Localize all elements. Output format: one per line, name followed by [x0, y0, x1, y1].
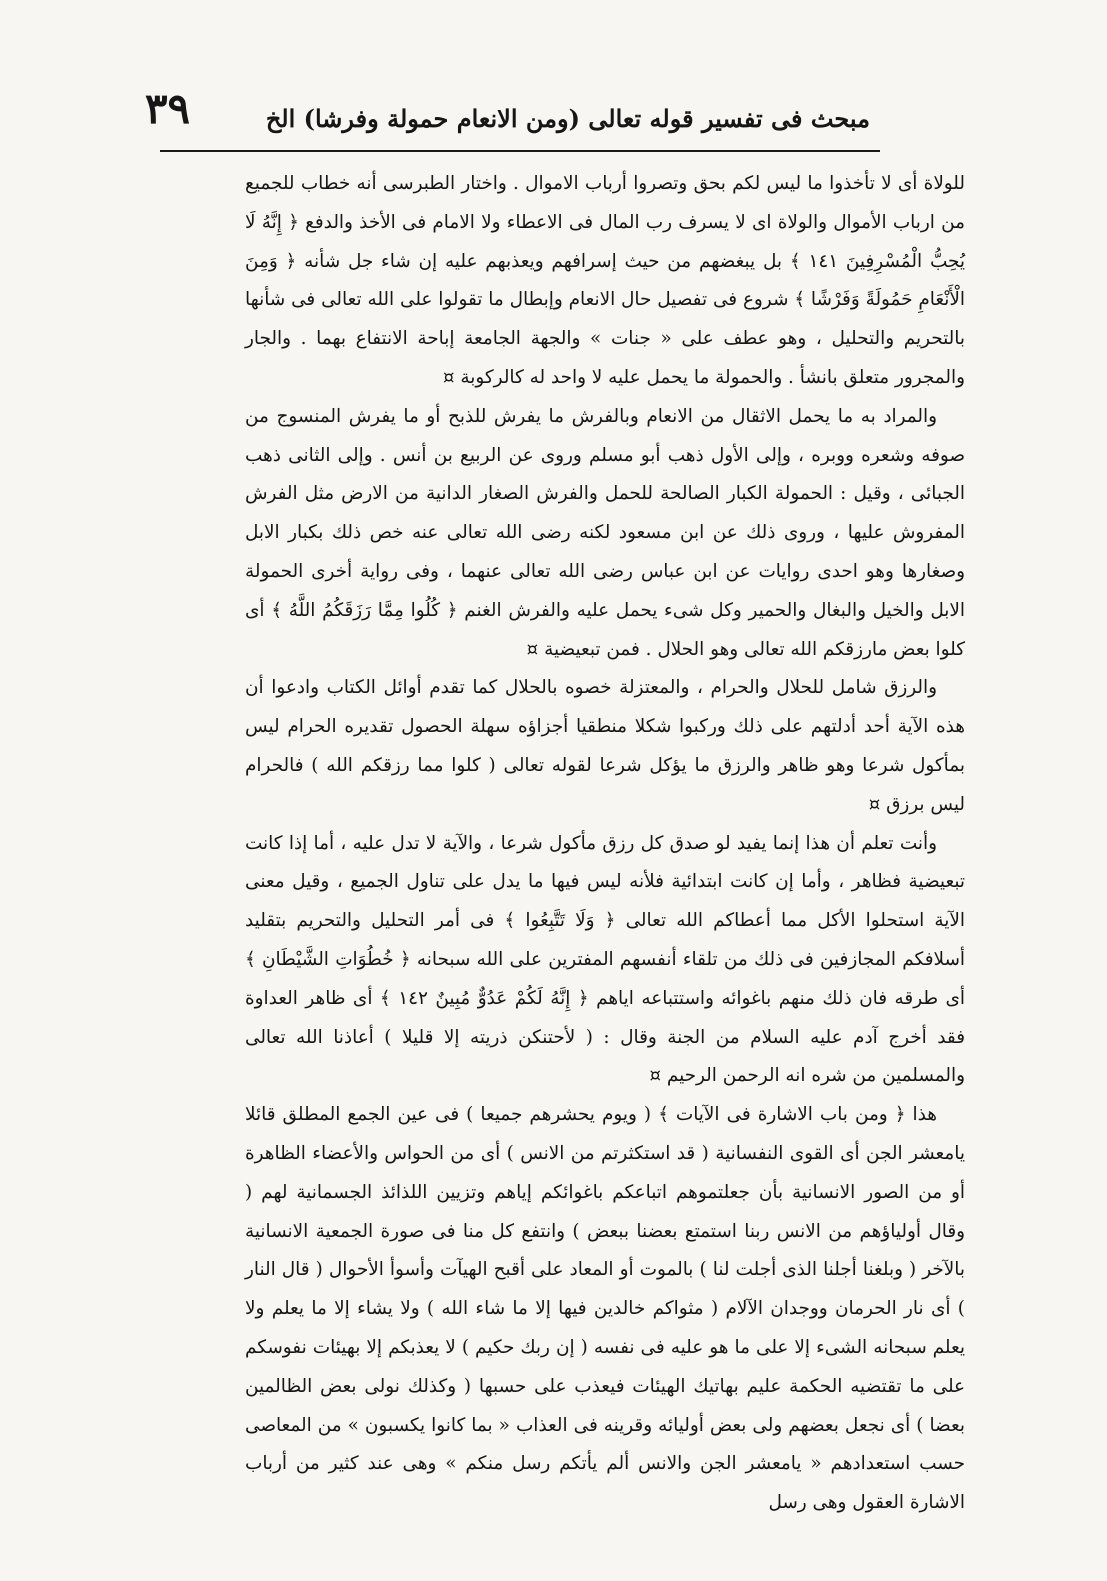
body-text — [245, 165, 965, 1523]
running-title: مبحث فى تفسير قوله تعالى (ومن الانعام حمولة وفرشا) الخ — [265, 104, 870, 133]
paragraph-5: هذا ﴿ ومن باب الاشارة فى الآيات ﴾ ( ويوم يحشرهم جميعا ) فى عين الجمع المطلق قائلا يامعشر الجن أى القوى النفسانية ( قد استكثرتم من الانس ) أى من الحواس والأعضاء الظاهرة أو من الصور الانسانية بأن جعلتموهم اتباعكم باغوائكم إياهم وتزيين اللذائذ الجسمانية لهم ( وقال أولياؤهم من الانس ربنا استمتع بعضنا ببعض ) وانتفع كل منا فى صورة الجمعية الانسانية بالآخر ( وبلغنا أجلنا الذى أجلت لنا ) بالموت أو المعاد على أقبح الهيآت وأسوأ الأحوال ( قال النار ) أى نار الحرمان ووجدان الآلام ( مثواكم خالدين فيها إلا ما شاء الله ) ولا يشاء إلا ما يعلم ولا يعلم سبحانه الشىء إلا على ما هو عليه فى نفسه ( إن ربك حكيم ) لا يعذبكم إلا بهيئات نفوسكم على ما تقتضيه الحكمة عليم بهاتيك الهيئات فيعذب على حسبها ( وكذلك نولى بعض الظالمين بعضا ) أى نجعل بعضهم ولى بعض أوليائه وقرينه فى العذاب « بما كانوا يكسبون » من المعاصى حسب استعدادهم « يامعشر الجن والانس ألم يأتكم رسل منكم » وهى عند كثير من أرباب الاشارة العقول وهى رسل — [245, 1104, 965, 1514]
paragraph-1: للولاة أى لا تأخذوا ما ليس لكم بحق وتصروا أرباب الاموال . واختار الطبرسى أنه خطاب للجميع من ارباب الأموال والولاة اى لا يسرف رب المال فى الاعطاء ولا الامام فى الأخذ والدفع ﴿ إِنَّهُ لَا يُحِبُّ الْمُسْرِفِينَ ١٤١ ﴾ بل يبغضهم من حيث إسرافهم ويعذبهم عليه إن شاء جل شأنه ﴿ وَمِنَ الْأَنْعَامِ حَمُولَةً وَفَرْشًا ﴾ شروع فى تفصيل حال الانعام وإبطال ما تقولوا على الله تعالى فى شأنها بالتحريم والتحليل ، وهو عطف على « جنات » والجهة الجامعة إباحة الانتفاع بهما . والجار والمجرور متعلق بانشأ . والحمولة ما يحمل عليه لا واحد له كالركوبة ¤ — [245, 173, 965, 388]
paragraph-3: والرزق شامل للحلال والحرام ، والمعتزلة خصوه بالحلال كما تقدم أوائل الكتاب وادعوا أن هذه الآية أحد أدلتهم على ذلك وركبوا شكلا منطقيا أجزاؤه سهلة الحصول تقديره الحرام ليس بمأكول شرعا وهو ظاهر والرزق ما يؤكل شرعا لقوله تعالى ( كلوا مما رزقكم الله ) فالحرام ليس برزق ¤ — [245, 677, 965, 815]
header-rule — [160, 150, 880, 152]
paragraph-2: والمراد به ما يحمل الاثقال من الانعام وبالفرش ما يفرش للذبح أو ما يفرش المنسوج من صوفه وشعره ووبره ، وإلى الأول ذهب أبو مسلم وروى عن الربيع بن أنس . وإلى الثانى ذهب الجبائى ، وقيل : الحمولة الكبار الصالحة للحمل والفرش الصغار الدانية من الارض مثل الفرش المفروش عليها ، وروى ذلك عن ابن مسعود لكنه رضى الله تعالى عنه خص ذلك بكبار الابل وصغارها وهو احدى روايات عن ابن عباس رضى الله تعالى عنهما ، وفى رواية أخرى الحمولة الابل والخيل والبغال والحمير وكل شىء يحمل عليه والفرش الغنم ﴿ كُلُوا مِمَّا رَزَقَكُمُ اللَّهُ ﴾ أى كلوا بعض مارزقكم الله تعالى وهو الحلال . فمن تبعيضية ¤ — [245, 405, 965, 660]
page-number: ٣٩ — [145, 84, 191, 133]
paragraph-4: وأنت تعلم أن هذا إنما يفيد لو صدق كل رزق مأكول شرعا ، والآية لا تدل عليه ، أما إذا كانت تبعيضية فظاهر ، وأما إن كانت ابتدائية فلأنه ليس فيها ما يدل على تناول الجميع ، وقيل معنى الآية استحلوا الأكل مما أعطاكم الله تعالى ﴿ وَلَا تَتَّبِعُوا ﴾ فى أمر التحليل والتحريم بتقليد أسلافكم المجازفين فى ذلك من تلقاء أنفسهم المفترين على الله سبحانه ﴿ خُطُوَاتِ الشَّيْطَانِ ﴾ أى طرقه فان ذلك منهم باغوائه واستتباعه اياهم ﴿ إِنَّهُ لَكُمْ عَدُوٌّ مُبِينٌ ١٤٢ ﴾ أى ظاهر العداوة فقد أخرج آدم عليه السلام من الجنة وقال : ( لأحتنكن ذريته إلا قليلا ) أعاذنا الله تعالى والمسلمين من شره انه الرحمن الرحيم ¤ — [245, 832, 965, 1087]
page-header — [145, 84, 870, 152]
